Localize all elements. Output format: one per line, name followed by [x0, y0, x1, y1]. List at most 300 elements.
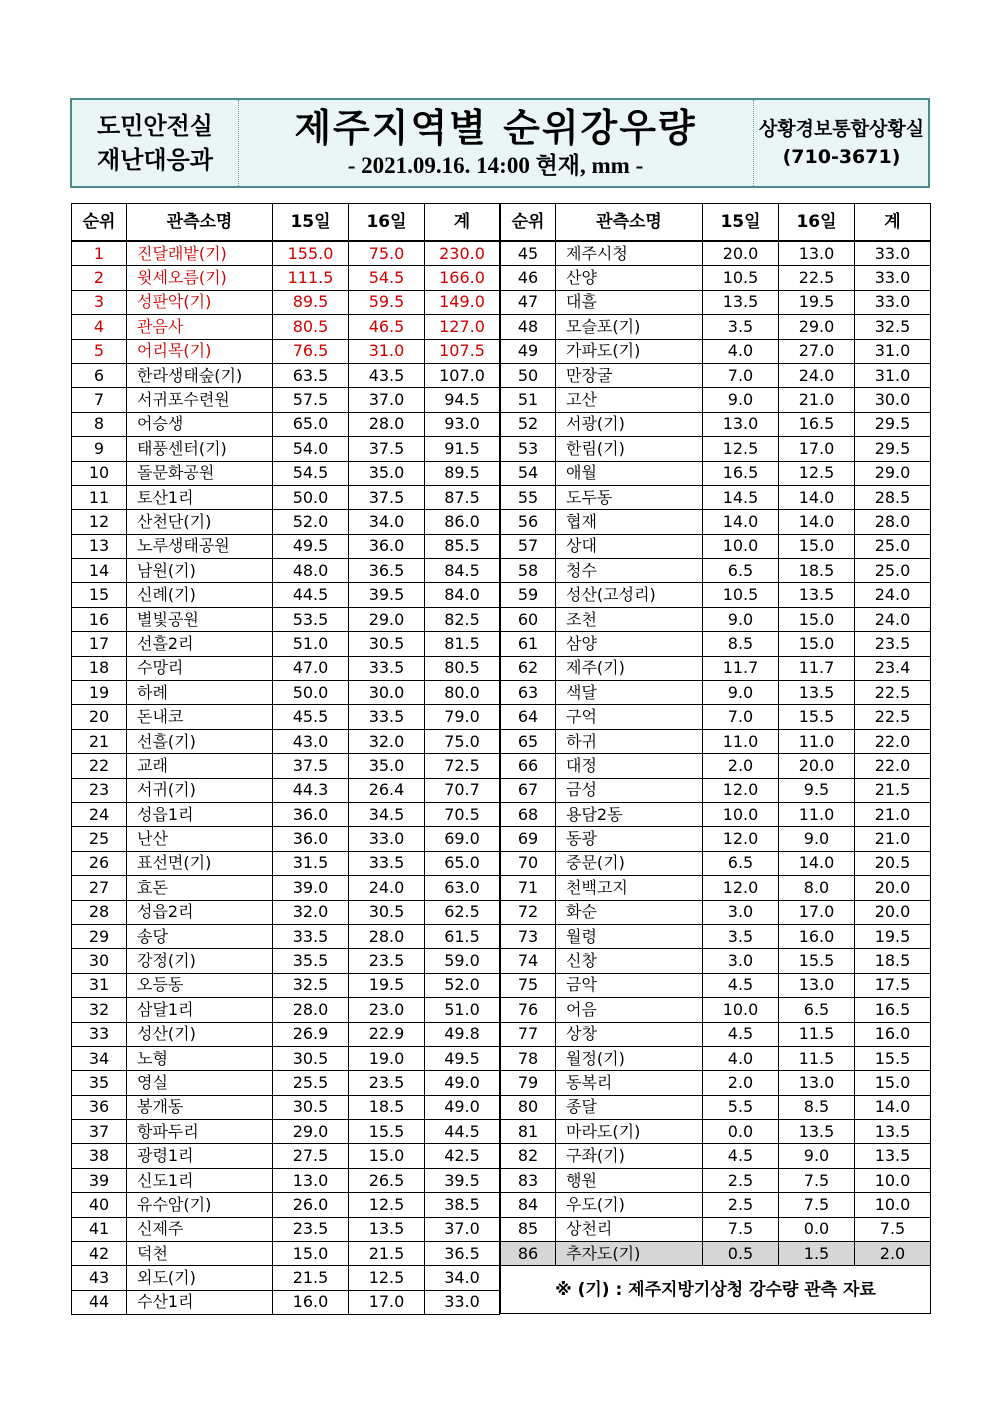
day15-cell: 30.5: [273, 1046, 349, 1070]
total-cell: 28.0: [855, 510, 931, 534]
day15-cell: 4.5: [703, 973, 779, 997]
total-cell: 166.0: [425, 266, 500, 290]
total-cell: 82.5: [425, 607, 500, 631]
day16-cell: 17.0: [349, 1290, 425, 1314]
station-name-cell: 화순: [556, 900, 703, 924]
rank-cell: 7: [72, 388, 127, 412]
station-name-cell: 돌문화공원: [127, 461, 273, 485]
day15-cell: 35.5: [273, 949, 349, 973]
total-cell: 17.5: [855, 973, 931, 997]
station-name-cell: 상창: [556, 1022, 703, 1046]
rank-cell: 50: [501, 363, 556, 387]
rank-cell: 27: [72, 876, 127, 900]
station-name-cell: 수산1리: [127, 1290, 273, 1314]
day15-cell: 2.0: [703, 754, 779, 778]
day16-cell: 15.0: [349, 1144, 425, 1168]
day15-cell: 13.0: [703, 412, 779, 436]
day16-cell: 21.5: [349, 1242, 425, 1266]
table-row: [501, 681, 931, 705]
total-cell: 70.7: [425, 778, 500, 802]
total-cell: 80.0: [425, 681, 500, 705]
day15-cell: 3.5: [703, 924, 779, 948]
total-cell: 230.0: [425, 241, 500, 266]
day15-cell: 51.0: [273, 632, 349, 656]
day15-cell: 44.5: [273, 583, 349, 607]
total-cell: 31.0: [855, 339, 931, 363]
rank-cell: 22: [72, 754, 127, 778]
table-row: [72, 924, 500, 948]
total-cell: 7.5: [855, 1217, 931, 1241]
day15-cell: 26.9: [273, 1022, 349, 1046]
day16-cell: 12.5: [349, 1266, 425, 1290]
rank-cell: 73: [501, 924, 556, 948]
day16-cell: 24.0: [349, 876, 425, 900]
day16-cell: 15.5: [779, 949, 855, 973]
station-name-cell: 노루생태공원: [127, 534, 273, 558]
day16-cell: 18.5: [779, 559, 855, 583]
col-header-total: 계: [425, 204, 500, 242]
day16-cell: 28.0: [349, 412, 425, 436]
table-row: [72, 705, 500, 729]
rank-cell: 4: [72, 315, 127, 339]
total-cell: 16.5: [855, 998, 931, 1022]
day15-cell: 10.0: [703, 802, 779, 826]
day16-cell: 30.0: [349, 681, 425, 705]
table-row: [72, 632, 500, 656]
rank-cell: 38: [72, 1144, 127, 1168]
total-cell: 51.0: [425, 998, 500, 1022]
day16-cell: 13.0: [779, 241, 855, 266]
rank-cell: 41: [72, 1217, 127, 1241]
table-row: [72, 412, 500, 436]
table-row: [72, 900, 500, 924]
station-name-cell: 구좌(기): [556, 1144, 703, 1168]
table-row: [72, 315, 500, 339]
total-cell: 127.0: [425, 315, 500, 339]
table-row: [72, 559, 500, 583]
total-cell: 79.0: [425, 705, 500, 729]
table-row: [501, 412, 931, 436]
col-header-day15: 15일: [703, 204, 779, 242]
station-name-cell: 구억: [556, 705, 703, 729]
table-row: [501, 876, 931, 900]
rank-cell: 62: [501, 656, 556, 680]
station-name-cell: 신례(기): [127, 583, 273, 607]
total-cell: 33.0: [855, 266, 931, 290]
day15-cell: 52.0: [273, 510, 349, 534]
station-name-cell: 동복리: [556, 1071, 703, 1095]
day16-cell: 24.0: [779, 363, 855, 387]
station-name-cell: 한라생태숲(기): [127, 363, 273, 387]
station-name-cell: 만장굴: [556, 363, 703, 387]
station-name-cell: 서귀(기): [127, 778, 273, 802]
day15-cell: 30.5: [273, 1095, 349, 1119]
table-row: [72, 510, 500, 534]
table-row: [72, 363, 500, 387]
day15-cell: 44.3: [273, 778, 349, 802]
table-row: [72, 607, 500, 631]
total-cell: 75.0: [425, 729, 500, 753]
table-row: [72, 388, 500, 412]
table-row: [501, 510, 931, 534]
total-cell: 36.5: [425, 1242, 500, 1266]
station-name-cell: 산양: [556, 266, 703, 290]
department-box: [72, 100, 239, 186]
rank-cell: 52: [501, 412, 556, 436]
table-row: [501, 1217, 931, 1241]
station-name-cell: 신창: [556, 949, 703, 973]
station-name-cell: 신도1리: [127, 1168, 273, 1192]
total-cell: 2.0: [855, 1242, 931, 1266]
station-name-cell: 제주시청: [556, 241, 703, 266]
day15-cell: 3.0: [703, 949, 779, 973]
day15-cell: 12.0: [703, 827, 779, 851]
station-name-cell: 송당: [127, 924, 273, 948]
day15-cell: 26.0: [273, 1193, 349, 1217]
day16-cell: 35.0: [349, 754, 425, 778]
rank-cell: 70: [501, 851, 556, 875]
day16-cell: 19.5: [349, 973, 425, 997]
table-row: [501, 973, 931, 997]
rank-cell: 42: [72, 1242, 127, 1266]
total-cell: 23.4: [855, 656, 931, 680]
station-name-cell: 돈내코: [127, 705, 273, 729]
day16-cell: 37.0: [349, 388, 425, 412]
day15-cell: 2.0: [703, 1071, 779, 1095]
rank-cell: 58: [501, 559, 556, 583]
rank-cell: 12: [72, 510, 127, 534]
station-name-cell: 남원(기): [127, 559, 273, 583]
report-timestamp: - 2021.09.16. 14:00 현재, mm -: [347, 153, 644, 178]
table-row: [72, 534, 500, 558]
day15-cell: 4.0: [703, 339, 779, 363]
day15-cell: 13.0: [273, 1168, 349, 1192]
total-cell: 107.0: [425, 363, 500, 387]
day15-cell: 12.0: [703, 876, 779, 900]
rank-cell: 72: [501, 900, 556, 924]
table-row: [72, 827, 500, 851]
day16-cell: 14.0: [779, 851, 855, 875]
rank-cell: 80: [501, 1095, 556, 1119]
total-cell: 65.0: [425, 851, 500, 875]
rank-cell: 6: [72, 363, 127, 387]
station-name-cell: 제주(기): [556, 656, 703, 680]
total-cell: 84.5: [425, 559, 500, 583]
total-cell: 29.0: [855, 461, 931, 485]
total-cell: 59.0: [425, 949, 500, 973]
station-name-cell: 항파두리: [127, 1120, 273, 1144]
day16-cell: 30.5: [349, 632, 425, 656]
station-name-cell: 금성: [556, 778, 703, 802]
rank-cell: 71: [501, 876, 556, 900]
station-name-cell: 모슬포(기): [556, 315, 703, 339]
table-row: [501, 1046, 931, 1070]
day16-cell: 32.0: [349, 729, 425, 753]
table-row: [501, 559, 931, 583]
rank-cell: 59: [501, 583, 556, 607]
table-row: [501, 656, 931, 680]
day15-cell: 5.5: [703, 1095, 779, 1119]
day16-cell: 17.0: [779, 900, 855, 924]
day16-cell: 31.0: [349, 339, 425, 363]
table-row: [501, 1168, 931, 1192]
day15-cell: 12.5: [703, 437, 779, 461]
day15-cell: 54.5: [273, 461, 349, 485]
rank-cell: 19: [72, 681, 127, 705]
rank-cell: 44: [72, 1290, 127, 1314]
day16-cell: 7.5: [779, 1193, 855, 1217]
total-cell: 13.5: [855, 1144, 931, 1168]
rank-cell: 77: [501, 1022, 556, 1046]
day15-cell: 31.5: [273, 851, 349, 875]
rank-cell: 79: [501, 1071, 556, 1095]
station-name-cell: 성읍2리: [127, 900, 273, 924]
station-name-cell: 마라도(기): [556, 1120, 703, 1144]
total-cell: 107.5: [425, 339, 500, 363]
station-name-cell: 광령1리: [127, 1144, 273, 1168]
total-cell: 42.5: [425, 1144, 500, 1168]
rank-cell: 35: [72, 1071, 127, 1095]
total-cell: 85.5: [425, 534, 500, 558]
department-line-2: 재난대응과: [97, 146, 213, 174]
total-cell: 39.5: [425, 1168, 500, 1192]
day16-cell: 37.5: [349, 485, 425, 509]
table-row: [501, 339, 931, 363]
total-cell: 15.5: [855, 1046, 931, 1070]
col-header-total: 계: [855, 204, 931, 242]
total-cell: 21.0: [855, 827, 931, 851]
station-name-cell: 천백고지: [556, 876, 703, 900]
total-cell: 49.8: [425, 1022, 500, 1046]
table-row: [72, 461, 500, 485]
station-name-cell: 관음사: [127, 315, 273, 339]
day15-cell: 28.0: [273, 998, 349, 1022]
rank-cell: 60: [501, 607, 556, 631]
day15-cell: 50.0: [273, 485, 349, 509]
day16-cell: 26.5: [349, 1168, 425, 1192]
day15-cell: 11.0: [703, 729, 779, 753]
rank-cell: 78: [501, 1046, 556, 1070]
table-row: [501, 363, 931, 387]
day16-cell: 59.5: [349, 290, 425, 314]
station-name-cell: 선흘2리: [127, 632, 273, 656]
total-cell: 21.5: [855, 778, 931, 802]
table-row: [501, 802, 931, 826]
office-box: [753, 100, 929, 186]
day15-cell: 50.0: [273, 681, 349, 705]
office-phone: (710-3671): [782, 146, 901, 168]
rank-cell: 26: [72, 851, 127, 875]
total-cell: 20.5: [855, 851, 931, 875]
table-row: [72, 1120, 500, 1144]
day15-cell: 47.0: [273, 656, 349, 680]
station-name-cell: 성산(기): [127, 1022, 273, 1046]
footnote: ※ (기) : 제주지방기상청 강수량 관측 자료: [501, 1266, 931, 1314]
total-cell: 28.5: [855, 485, 931, 509]
day16-cell: 33.5: [349, 851, 425, 875]
day15-cell: 54.0: [273, 437, 349, 461]
table-row: [72, 729, 500, 753]
rank-cell: 64: [501, 705, 556, 729]
station-name-cell: 하례: [127, 681, 273, 705]
table-row: [72, 681, 500, 705]
total-cell: 49.0: [425, 1095, 500, 1119]
table-row: [501, 924, 931, 948]
day15-cell: 6.5: [703, 559, 779, 583]
total-cell: 30.0: [855, 388, 931, 412]
day16-cell: 12.5: [779, 461, 855, 485]
table-row: [72, 1290, 500, 1314]
day16-cell: 11.7: [779, 656, 855, 680]
col-header-station: 관측소명: [127, 204, 273, 242]
total-cell: 29.5: [855, 437, 931, 461]
table-row: [501, 607, 931, 631]
total-cell: 87.5: [425, 485, 500, 509]
department-line-1: 도민안전실: [97, 112, 213, 140]
rank-cell: 33: [72, 1022, 127, 1046]
station-name-cell: 태풍센터(기): [127, 437, 273, 461]
rank-cell: 67: [501, 778, 556, 802]
day15-cell: 9.0: [703, 681, 779, 705]
total-cell: 20.0: [855, 876, 931, 900]
station-name-cell: 종달: [556, 1095, 703, 1119]
day15-cell: 89.5: [273, 290, 349, 314]
day16-cell: 35.0: [349, 461, 425, 485]
total-cell: 49.0: [425, 1071, 500, 1095]
total-cell: 10.0: [855, 1168, 931, 1192]
day16-cell: 33.5: [349, 656, 425, 680]
table-row: [501, 485, 931, 509]
day16-cell: 1.5: [779, 1242, 855, 1266]
total-cell: 34.0: [425, 1266, 500, 1290]
day15-cell: 8.5: [703, 632, 779, 656]
day15-cell: 4.5: [703, 1144, 779, 1168]
day16-cell: 16.0: [779, 924, 855, 948]
rank-cell: 57: [501, 534, 556, 558]
day16-cell: 15.5: [779, 705, 855, 729]
day16-cell: 29.0: [779, 315, 855, 339]
rank-cell: 56: [501, 510, 556, 534]
day15-cell: 21.5: [273, 1266, 349, 1290]
station-name-cell: 가파도(기): [556, 339, 703, 363]
table-row: [501, 851, 931, 875]
table-row: [72, 290, 500, 314]
station-name-cell: 대흘: [556, 290, 703, 314]
report-header: [70, 98, 930, 188]
total-cell: 22.0: [855, 729, 931, 753]
day16-cell: 19.5: [779, 290, 855, 314]
day15-cell: 36.0: [273, 802, 349, 826]
station-name-cell: 용담2동: [556, 802, 703, 826]
day15-cell: 32.0: [273, 900, 349, 924]
table-row: [501, 949, 931, 973]
table-row: [72, 241, 500, 266]
day16-cell: 75.0: [349, 241, 425, 266]
station-name-cell: 중문(기): [556, 851, 703, 875]
rank-cell: 17: [72, 632, 127, 656]
station-name-cell: 유수암(기): [127, 1193, 273, 1217]
rank-cell: 8: [72, 412, 127, 436]
day16-cell: 28.0: [349, 924, 425, 948]
total-cell: 52.0: [425, 973, 500, 997]
rank-cell: 65: [501, 729, 556, 753]
station-name-cell: 월정(기): [556, 1046, 703, 1070]
total-cell: 91.5: [425, 437, 500, 461]
rank-cell: 5: [72, 339, 127, 363]
station-name-cell: 수망리: [127, 656, 273, 680]
rank-cell: 54: [501, 461, 556, 485]
rank-cell: 15: [72, 583, 127, 607]
day16-cell: 20.0: [779, 754, 855, 778]
station-name-cell: 청수: [556, 559, 703, 583]
rank-cell: 36: [72, 1095, 127, 1119]
day15-cell: 33.5: [273, 924, 349, 948]
day15-cell: 2.5: [703, 1193, 779, 1217]
day16-cell: 9.0: [779, 827, 855, 851]
total-cell: 14.0: [855, 1095, 931, 1119]
station-name-cell: 색달: [556, 681, 703, 705]
day15-cell: 80.5: [273, 315, 349, 339]
station-name-cell: 어리목(기): [127, 339, 273, 363]
station-name-cell: 대정: [556, 754, 703, 778]
day16-cell: 15.0: [779, 632, 855, 656]
table-row: [72, 339, 500, 363]
total-cell: 16.0: [855, 1022, 931, 1046]
day16-cell: 11.0: [779, 802, 855, 826]
day15-cell: 2.5: [703, 1168, 779, 1192]
day16-cell: 34.0: [349, 510, 425, 534]
total-cell: 80.5: [425, 656, 500, 680]
table-row: [501, 900, 931, 924]
rank-cell: 20: [72, 705, 127, 729]
day15-cell: 16.0: [273, 1290, 349, 1314]
day16-cell: 23.5: [349, 949, 425, 973]
station-name-cell: 우도(기): [556, 1193, 703, 1217]
title-box: [238, 100, 753, 186]
day15-cell: 65.0: [273, 412, 349, 436]
rank-cell: 82: [501, 1144, 556, 1168]
total-cell: 33.0: [855, 290, 931, 314]
total-cell: 93.0: [425, 412, 500, 436]
station-name-cell: 신제주: [127, 1217, 273, 1241]
total-cell: 22.5: [855, 681, 931, 705]
col-header-day16: 16일: [779, 204, 855, 242]
rank-cell: 84: [501, 1193, 556, 1217]
day16-cell: 9.0: [779, 1144, 855, 1168]
rank-cell: 10: [72, 461, 127, 485]
day15-cell: 76.5: [273, 339, 349, 363]
rank-cell: 32: [72, 998, 127, 1022]
table-row: [501, 290, 931, 314]
total-cell: 29.5: [855, 412, 931, 436]
rank-cell: 45: [501, 241, 556, 266]
day15-cell: 39.0: [273, 876, 349, 900]
table-row: [501, 1071, 931, 1095]
rank-cell: 28: [72, 900, 127, 924]
station-name-cell: 고산: [556, 388, 703, 412]
station-name-cell: 진달래밭(기): [127, 241, 273, 266]
day15-cell: 20.0: [703, 241, 779, 266]
total-cell: 38.5: [425, 1193, 500, 1217]
total-cell: 25.0: [855, 534, 931, 558]
day16-cell: 22.5: [779, 266, 855, 290]
day16-cell: 13.5: [779, 583, 855, 607]
day16-cell: 13.0: [779, 973, 855, 997]
table-row: [501, 998, 931, 1022]
rank-cell: 68: [501, 802, 556, 826]
rank-cell: 37: [72, 1120, 127, 1144]
day15-cell: 11.7: [703, 656, 779, 680]
